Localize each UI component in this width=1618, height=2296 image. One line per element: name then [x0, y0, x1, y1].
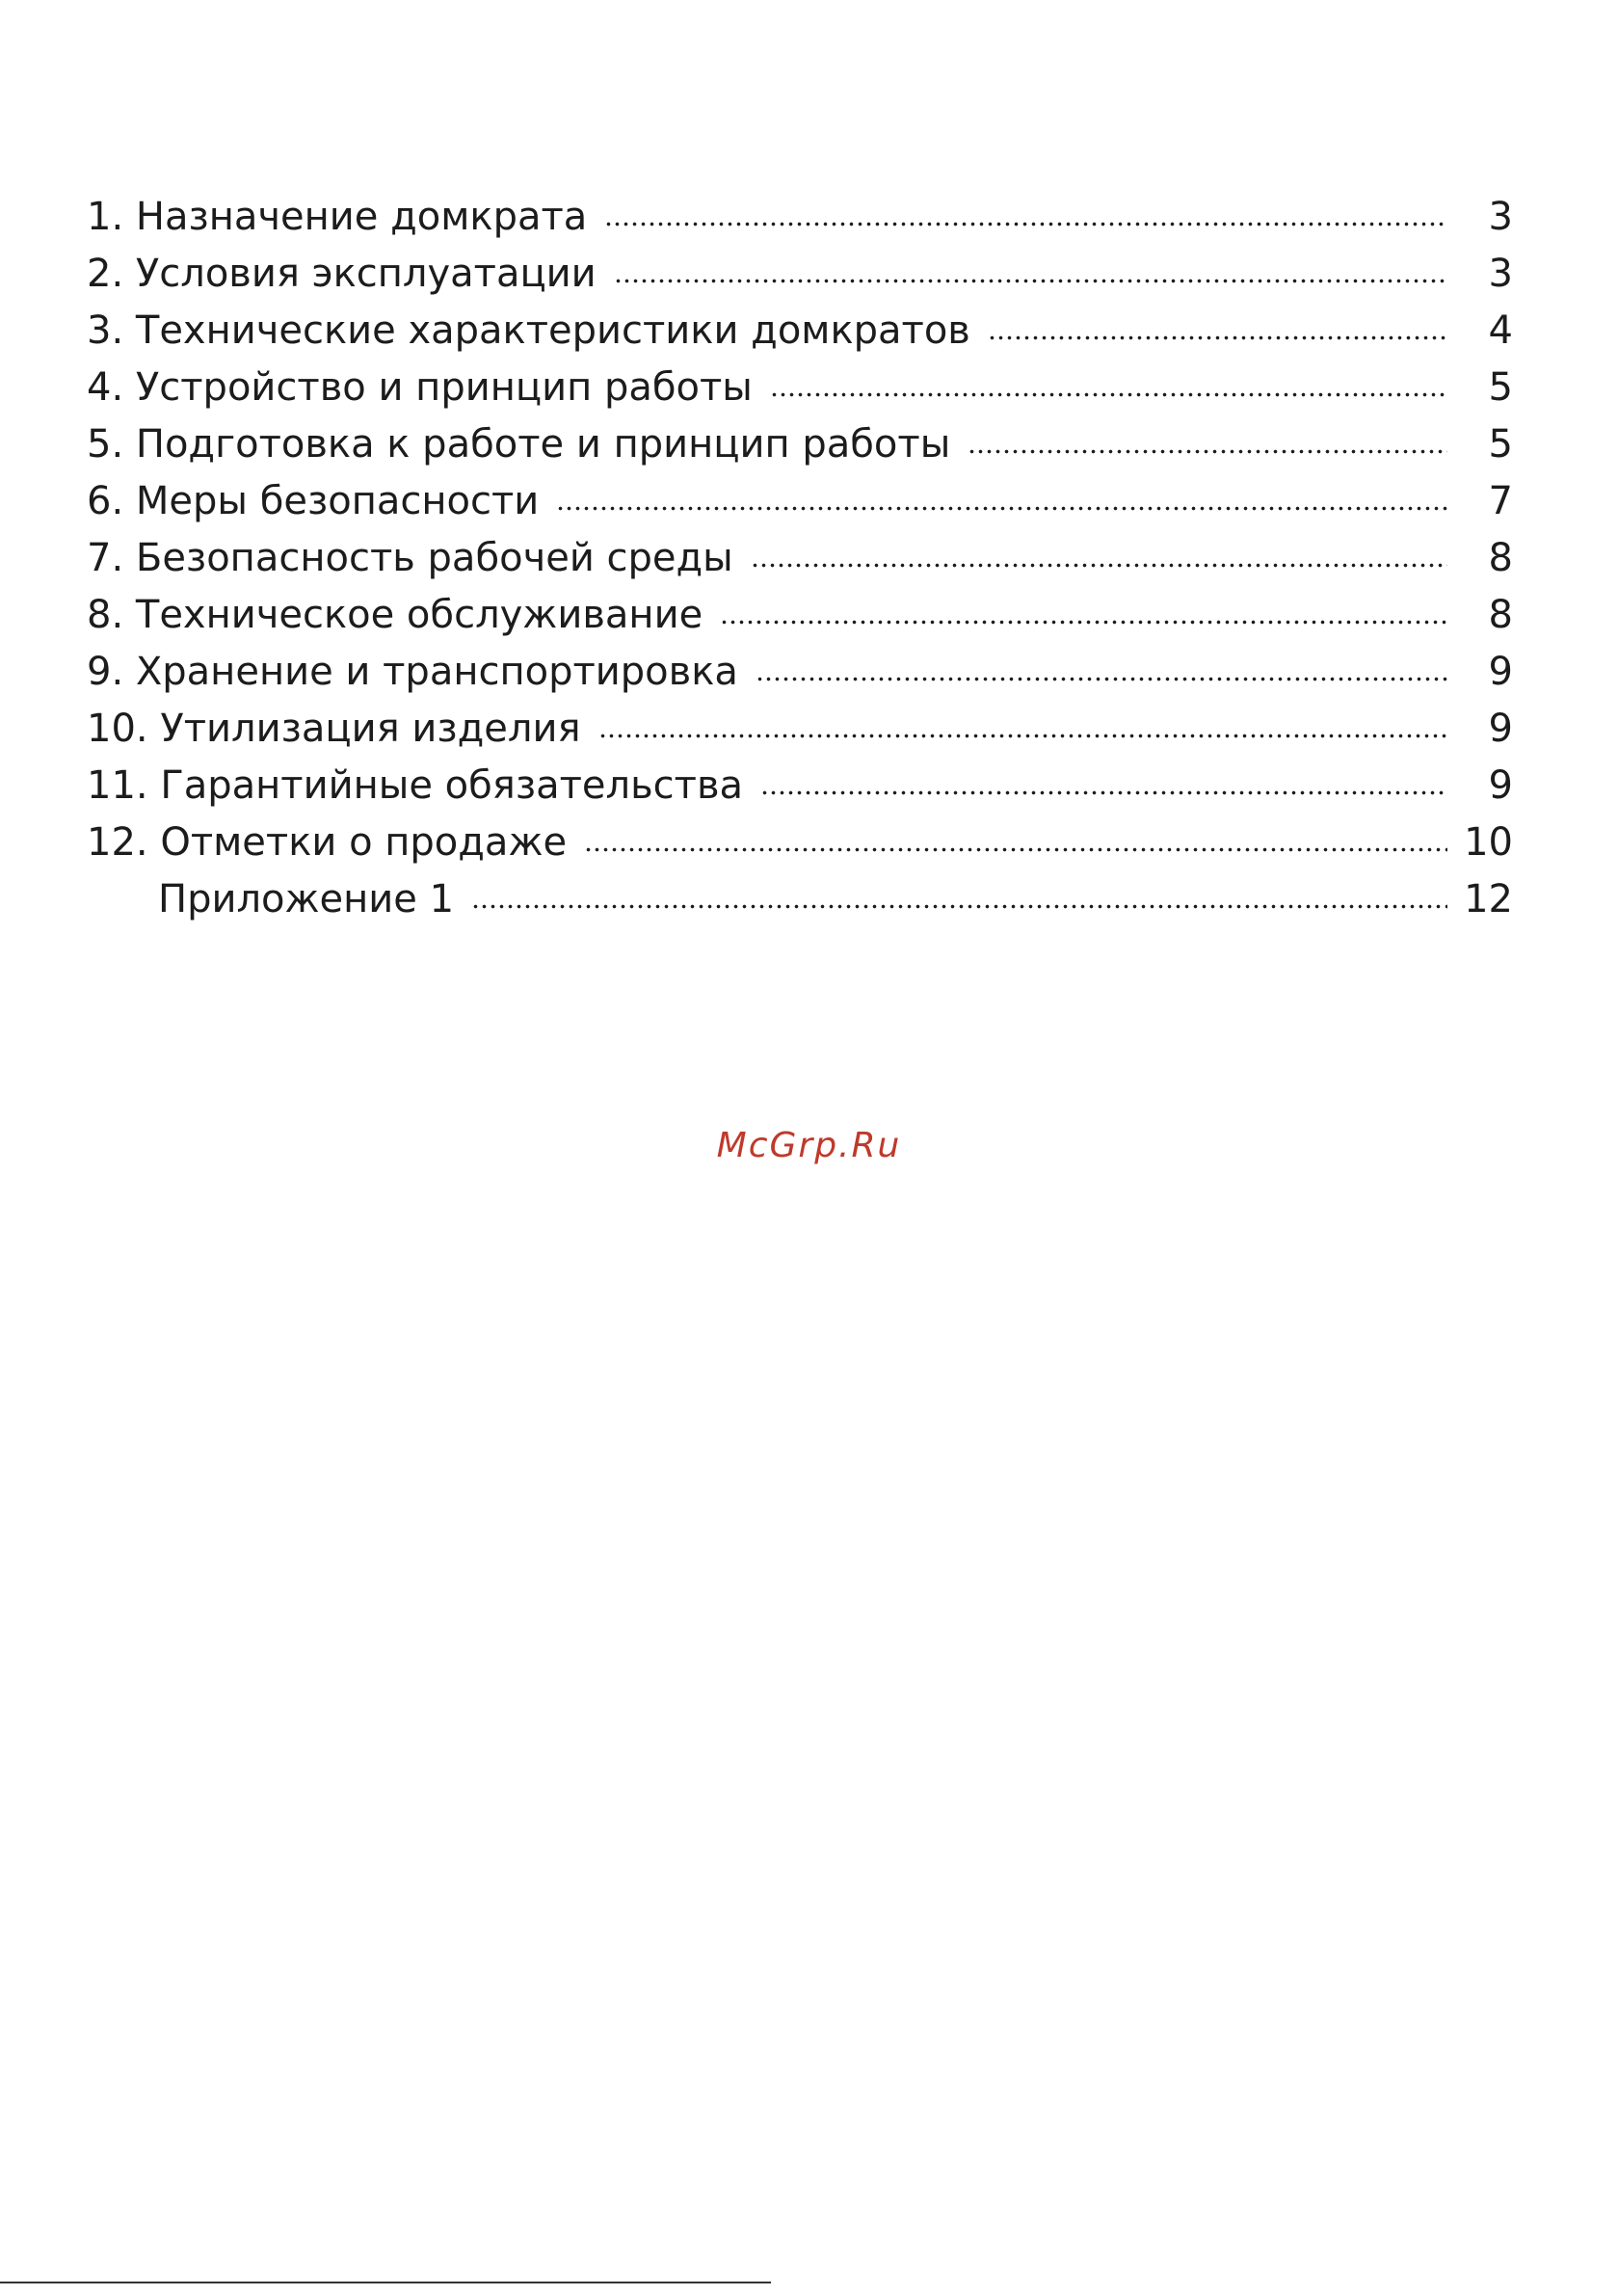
toc-item-label: 9. Хранение и транспортировка — [87, 650, 738, 694]
toc-dot-leader — [760, 761, 1447, 800]
toc-item[interactable] — [87, 814, 1513, 871]
toc-item-page: 8 — [1488, 593, 1513, 637]
toc-item[interactable] — [87, 473, 1513, 530]
toc-item-label: 1. Назначение домкрата — [87, 195, 588, 239]
toc-item-page: 5 — [1488, 365, 1513, 410]
toc-item-label: 3. Технические характеристики домкратов — [87, 308, 970, 353]
toc-dot-leader — [556, 477, 1447, 516]
toc-item-label: 11. Гарантийные обязательства — [87, 763, 744, 808]
toc-item-page: 3 — [1488, 195, 1513, 239]
toc-item-label: 2. Условия эксплуатации — [87, 252, 597, 296]
toc-item-page: 5 — [1488, 422, 1513, 467]
toc-item-page: 10 — [1464, 820, 1513, 865]
toc-item-label: 6. Меры безопасности — [87, 479, 540, 523]
toc-dot-leader — [756, 648, 1447, 686]
toc-dot-leader — [584, 818, 1447, 857]
toc-item-label: 5. Подготовка к работе и принцип работы — [87, 422, 951, 467]
toc-item-page: 9 — [1488, 763, 1513, 808]
toc-item-page: 3 — [1488, 252, 1513, 296]
toc-item-page: 8 — [1488, 536, 1513, 580]
toc-dot-leader — [604, 193, 1447, 231]
toc-item-label: 10. Утилизация изделия — [87, 707, 581, 751]
toc-dot-leader — [968, 420, 1447, 459]
toc-dot-leader — [720, 591, 1447, 629]
toc-item[interactable] — [87, 530, 1513, 587]
toc-item-appendix[interactable] — [87, 871, 1513, 928]
toc-item-page: 7 — [1488, 479, 1513, 523]
toc-item-page: 12 — [1464, 877, 1513, 921]
toc-item[interactable] — [87, 246, 1513, 303]
toc-item[interactable] — [87, 701, 1513, 758]
toc-item-label: 8. Техническое обслуживание — [87, 593, 703, 637]
toc-item[interactable] — [87, 303, 1513, 360]
table-of-contents — [87, 189, 1513, 928]
footer-divider — [0, 2282, 771, 2283]
toc-item[interactable] — [87, 189, 1513, 246]
toc-dot-leader — [770, 363, 1447, 402]
toc-item-label: 4. Устройство и принцип работы — [87, 365, 753, 410]
toc-item-label: 12. Отметки о продаже — [87, 820, 568, 865]
toc-dot-leader — [751, 534, 1447, 573]
toc-item[interactable] — [87, 416, 1513, 473]
toc-item[interactable] — [87, 758, 1513, 814]
toc-item[interactable] — [87, 360, 1513, 416]
toc-item[interactable] — [87, 587, 1513, 644]
toc-item-page: 4 — [1488, 308, 1513, 353]
toc-item[interactable] — [87, 644, 1513, 701]
toc-item-label: 7. Безопасность рабочей среды — [87, 536, 733, 580]
toc-item-label: Приложение 1 — [158, 877, 455, 921]
watermark-text: McGrp.Ru — [716, 1126, 902, 1165]
toc-dot-leader — [471, 875, 1447, 914]
toc-item-page: 9 — [1488, 650, 1513, 694]
toc-dot-leader — [598, 705, 1448, 743]
toc-item-page: 9 — [1488, 707, 1513, 751]
toc-dot-leader — [614, 250, 1447, 288]
toc-dot-leader — [988, 307, 1447, 345]
